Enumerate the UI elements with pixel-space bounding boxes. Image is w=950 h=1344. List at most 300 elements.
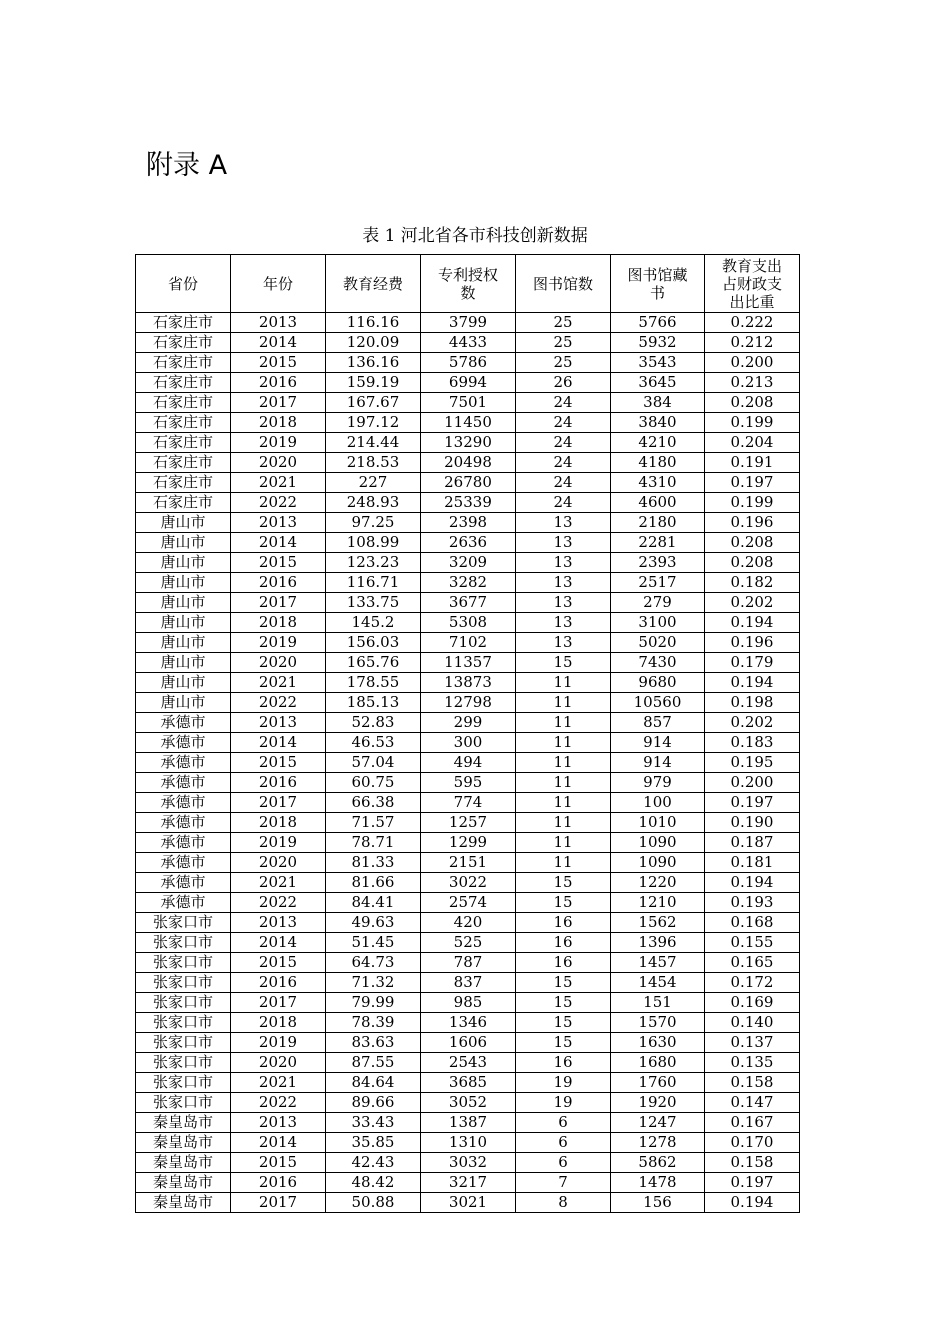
cell-education-funding: 133.75 (326, 593, 421, 613)
cell-patents: 6994 (421, 373, 516, 393)
cell-library-books: 1680 (611, 1053, 705, 1073)
table-row (136, 493, 800, 513)
table-row (136, 833, 800, 853)
cell-patents: 837 (421, 973, 516, 993)
cell-education-funding: 78.71 (326, 833, 421, 853)
cell-year: 2019 (231, 633, 326, 653)
cell-education-share: 0.195 (705, 753, 800, 773)
table-row (136, 373, 800, 393)
cell-patents: 1346 (421, 1013, 516, 1033)
cell-education-share: 0.204 (705, 433, 800, 453)
table-row (136, 773, 800, 793)
cell-education-funding: 197.12 (326, 413, 421, 433)
cell-education-funding: 84.64 (326, 1073, 421, 1093)
cell-education-funding: 51.45 (326, 933, 421, 953)
cell-year: 2022 (231, 1093, 326, 1113)
table-row (136, 453, 800, 473)
cell-province: 承德市 (136, 853, 231, 873)
table-row (136, 633, 800, 653)
cell-education-funding: 167.67 (326, 393, 421, 413)
cell-libraries: 6 (516, 1133, 611, 1153)
cell-libraries: 6 (516, 1153, 611, 1173)
cell-education-share: 0.208 (705, 393, 800, 413)
cell-education-funding: 123.23 (326, 553, 421, 573)
cell-education-share: 0.197 (705, 793, 800, 813)
cell-education-funding: 159.19 (326, 373, 421, 393)
column-header-library-books: 图书馆藏书 (611, 255, 705, 313)
cell-libraries: 11 (516, 693, 611, 713)
cell-year: 2018 (231, 413, 326, 433)
cell-library-books: 2281 (611, 533, 705, 553)
cell-province: 张家口市 (136, 953, 231, 973)
cell-patents: 1310 (421, 1133, 516, 1153)
cell-education-funding: 116.71 (326, 573, 421, 593)
cell-education-funding: 57.04 (326, 753, 421, 773)
table-row (136, 913, 800, 933)
table-row (136, 1053, 800, 1073)
cell-education-share: 0.158 (705, 1153, 800, 1173)
cell-libraries: 25 (516, 353, 611, 373)
cell-year: 2020 (231, 1053, 326, 1073)
cell-library-books: 1010 (611, 813, 705, 833)
cell-patents: 5308 (421, 613, 516, 633)
cell-patents: 3677 (421, 593, 516, 613)
cell-province: 承德市 (136, 813, 231, 833)
cell-library-books: 3100 (611, 613, 705, 633)
cell-province: 张家口市 (136, 1033, 231, 1053)
cell-province: 唐山市 (136, 533, 231, 553)
cell-libraries: 16 (516, 913, 611, 933)
table-row (136, 753, 800, 773)
table-row (136, 693, 800, 713)
cell-education-funding: 108.99 (326, 533, 421, 553)
cell-province: 承德市 (136, 773, 231, 793)
cell-education-funding: 79.99 (326, 993, 421, 1013)
cell-year: 2016 (231, 1173, 326, 1193)
cell-library-books: 2180 (611, 513, 705, 533)
table-row (136, 333, 800, 353)
cell-libraries: 19 (516, 1093, 611, 1113)
cell-education-funding: 165.76 (326, 653, 421, 673)
cell-library-books: 5862 (611, 1153, 705, 1173)
cell-libraries: 11 (516, 753, 611, 773)
cell-province: 秦皇岛市 (136, 1153, 231, 1173)
cell-year: 2022 (231, 693, 326, 713)
cell-province: 承德市 (136, 733, 231, 753)
cell-education-share: 0.169 (705, 993, 800, 1013)
table-row (136, 353, 800, 373)
table-header-row (136, 255, 800, 313)
cell-year: 2021 (231, 673, 326, 693)
cell-education-funding: 83.63 (326, 1033, 421, 1053)
table-row (136, 993, 800, 1013)
table-row (136, 1033, 800, 1053)
cell-education-share: 0.199 (705, 413, 800, 433)
cell-year: 2021 (231, 473, 326, 493)
cell-library-books: 1478 (611, 1173, 705, 1193)
table-row (136, 713, 800, 733)
cell-year: 2015 (231, 353, 326, 373)
cell-province: 秦皇岛市 (136, 1193, 231, 1213)
cell-year: 2017 (231, 1193, 326, 1213)
cell-year: 2021 (231, 873, 326, 893)
cell-library-books: 7430 (611, 653, 705, 673)
cell-education-funding: 35.85 (326, 1133, 421, 1153)
cell-patents: 3032 (421, 1153, 516, 1173)
cell-education-share: 0.182 (705, 573, 800, 593)
cell-patents: 13873 (421, 673, 516, 693)
cell-libraries: 13 (516, 513, 611, 533)
cell-libraries: 13 (516, 553, 611, 573)
cell-patents: 3282 (421, 573, 516, 593)
cell-library-books: 2517 (611, 573, 705, 593)
cell-patents: 25339 (421, 493, 516, 513)
cell-patents: 3217 (421, 1173, 516, 1193)
cell-library-books: 4210 (611, 433, 705, 453)
cell-library-books: 4180 (611, 453, 705, 473)
cell-patents: 787 (421, 953, 516, 973)
cell-education-funding: 214.44 (326, 433, 421, 453)
cell-province: 唐山市 (136, 653, 231, 673)
cell-education-share: 0.170 (705, 1133, 800, 1153)
cell-patents: 2151 (421, 853, 516, 873)
cell-libraries: 13 (516, 573, 611, 593)
cell-year: 2015 (231, 753, 326, 773)
cell-province: 承德市 (136, 713, 231, 733)
cell-education-share: 0.202 (705, 593, 800, 613)
cell-year: 2014 (231, 1133, 326, 1153)
cell-library-books: 384 (611, 393, 705, 413)
cell-library-books: 5020 (611, 633, 705, 653)
cell-library-books: 4600 (611, 493, 705, 513)
cell-education-share: 0.135 (705, 1053, 800, 1073)
cell-year: 2016 (231, 973, 326, 993)
cell-education-funding: 64.73 (326, 953, 421, 973)
cell-province: 张家口市 (136, 1093, 231, 1113)
data-table (135, 254, 800, 1213)
cell-year: 2016 (231, 373, 326, 393)
column-header-province: 省份 (136, 255, 231, 313)
table-row (136, 953, 800, 973)
cell-libraries: 15 (516, 1013, 611, 1033)
cell-patents: 3799 (421, 313, 516, 333)
cell-library-books: 1570 (611, 1013, 705, 1033)
cell-education-funding: 60.75 (326, 773, 421, 793)
table-row (136, 1093, 800, 1113)
cell-libraries: 11 (516, 773, 611, 793)
cell-libraries: 13 (516, 593, 611, 613)
cell-libraries: 13 (516, 613, 611, 633)
cell-library-books: 156 (611, 1193, 705, 1213)
cell-patents: 2543 (421, 1053, 516, 1073)
cell-province: 石家庄市 (136, 413, 231, 433)
cell-education-funding: 156.03 (326, 633, 421, 653)
cell-province: 石家庄市 (136, 393, 231, 413)
table-row (136, 1133, 800, 1153)
cell-education-funding: 71.57 (326, 813, 421, 833)
table-row (136, 793, 800, 813)
cell-patents: 1606 (421, 1033, 516, 1053)
cell-education-share: 0.208 (705, 553, 800, 573)
cell-education-share: 0.194 (705, 613, 800, 633)
cell-library-books: 2393 (611, 553, 705, 573)
cell-patents: 26780 (421, 473, 516, 493)
cell-library-books: 1562 (611, 913, 705, 933)
cell-library-books: 3645 (611, 373, 705, 393)
cell-education-funding: 87.55 (326, 1053, 421, 1073)
table-row (136, 1073, 800, 1093)
table-row (136, 433, 800, 453)
cell-province: 承德市 (136, 893, 231, 913)
cell-education-share: 0.183 (705, 733, 800, 753)
cell-province: 张家口市 (136, 933, 231, 953)
cell-education-share: 0.194 (705, 873, 800, 893)
cell-library-books: 1457 (611, 953, 705, 973)
cell-education-funding: 185.13 (326, 693, 421, 713)
cell-education-share: 0.198 (705, 693, 800, 713)
cell-patents: 11357 (421, 653, 516, 673)
cell-year: 2017 (231, 393, 326, 413)
appendix-heading: 附录 A (146, 150, 228, 181)
table-row (136, 653, 800, 673)
cell-province: 石家庄市 (136, 353, 231, 373)
cell-education-share: 0.213 (705, 373, 800, 393)
cell-libraries: 24 (516, 413, 611, 433)
table-row (136, 893, 800, 913)
cell-education-funding: 248.93 (326, 493, 421, 513)
cell-library-books: 1396 (611, 933, 705, 953)
cell-library-books: 914 (611, 733, 705, 753)
cell-library-books: 9680 (611, 673, 705, 693)
cell-libraries: 11 (516, 853, 611, 873)
cell-education-funding: 33.43 (326, 1113, 421, 1133)
cell-patents: 3685 (421, 1073, 516, 1093)
cell-libraries: 8 (516, 1193, 611, 1213)
cell-libraries: 7 (516, 1173, 611, 1193)
table-row (136, 513, 800, 533)
cell-libraries: 11 (516, 673, 611, 693)
cell-patents: 12798 (421, 693, 516, 713)
cell-province: 石家庄市 (136, 313, 231, 333)
cell-year: 2020 (231, 853, 326, 873)
cell-education-share: 0.187 (705, 833, 800, 853)
cell-library-books: 1090 (611, 853, 705, 873)
cell-libraries: 6 (516, 1113, 611, 1133)
table-row (136, 733, 800, 753)
cell-libraries: 11 (516, 793, 611, 813)
cell-province: 唐山市 (136, 613, 231, 633)
cell-patents: 20498 (421, 453, 516, 473)
cell-library-books: 979 (611, 773, 705, 793)
cell-libraries: 15 (516, 973, 611, 993)
table-row (136, 1173, 800, 1193)
cell-education-funding: 71.32 (326, 973, 421, 993)
cell-province: 张家口市 (136, 1073, 231, 1093)
cell-libraries: 15 (516, 1033, 611, 1053)
cell-year: 2022 (231, 893, 326, 913)
cell-education-funding: 81.33 (326, 853, 421, 873)
cell-year: 2013 (231, 713, 326, 733)
cell-library-books: 1247 (611, 1113, 705, 1133)
cell-patents: 4433 (421, 333, 516, 353)
cell-year: 2016 (231, 773, 326, 793)
cell-year: 2016 (231, 573, 326, 593)
table-row (136, 973, 800, 993)
cell-library-books: 10560 (611, 693, 705, 713)
cell-year: 2017 (231, 593, 326, 613)
cell-year: 2015 (231, 1153, 326, 1173)
cell-education-share: 0.197 (705, 1173, 800, 1193)
cell-libraries: 24 (516, 453, 611, 473)
cell-year: 2018 (231, 813, 326, 833)
cell-education-funding: 66.38 (326, 793, 421, 813)
cell-patents: 3052 (421, 1093, 516, 1113)
cell-libraries: 25 (516, 333, 611, 353)
cell-library-books: 1220 (611, 873, 705, 893)
cell-libraries: 26 (516, 373, 611, 393)
cell-year: 2017 (231, 993, 326, 1013)
cell-year: 2018 (231, 613, 326, 633)
cell-library-books: 1278 (611, 1133, 705, 1153)
cell-education-share: 0.200 (705, 353, 800, 373)
cell-education-funding: 178.55 (326, 673, 421, 693)
table-row (136, 553, 800, 573)
cell-year: 2014 (231, 533, 326, 553)
cell-patents: 11450 (421, 413, 516, 433)
cell-library-books: 1090 (611, 833, 705, 853)
cell-patents: 3209 (421, 553, 516, 573)
table-body (136, 313, 800, 1213)
cell-education-share: 0.190 (705, 813, 800, 833)
cell-education-share: 0.196 (705, 633, 800, 653)
cell-education-share: 0.155 (705, 933, 800, 953)
cell-year: 2019 (231, 1033, 326, 1053)
cell-province: 张家口市 (136, 993, 231, 1013)
cell-province: 唐山市 (136, 633, 231, 653)
cell-education-share: 0.200 (705, 773, 800, 793)
cell-libraries: 19 (516, 1073, 611, 1093)
cell-province: 秦皇岛市 (136, 1133, 231, 1153)
cell-province: 张家口市 (136, 1013, 231, 1033)
cell-libraries: 13 (516, 533, 611, 553)
cell-patents: 7501 (421, 393, 516, 413)
cell-province: 张家口市 (136, 973, 231, 993)
cell-education-share: 0.212 (705, 333, 800, 353)
table-caption: 表 1 河北省各市科技创新数据 (362, 226, 588, 246)
cell-year: 2020 (231, 653, 326, 673)
column-header-education-share: 教育支出占财政支出比重 (705, 255, 800, 313)
cell-libraries: 13 (516, 633, 611, 653)
cell-education-funding: 50.88 (326, 1193, 421, 1213)
cell-patents: 2398 (421, 513, 516, 533)
cell-education-funding: 48.42 (326, 1173, 421, 1193)
cell-province: 唐山市 (136, 693, 231, 713)
cell-province: 石家庄市 (136, 433, 231, 453)
cell-education-funding: 84.41 (326, 893, 421, 913)
cell-education-funding: 227 (326, 473, 421, 493)
cell-patents: 985 (421, 993, 516, 1013)
table-row (136, 873, 800, 893)
cell-province: 张家口市 (136, 913, 231, 933)
cell-year: 2018 (231, 1013, 326, 1033)
cell-education-share: 0.167 (705, 1113, 800, 1133)
cell-education-funding: 145.2 (326, 613, 421, 633)
cell-library-books: 1630 (611, 1033, 705, 1053)
cell-province: 张家口市 (136, 1053, 231, 1073)
cell-education-share: 0.222 (705, 313, 800, 333)
cell-library-books: 914 (611, 753, 705, 773)
cell-libraries: 16 (516, 933, 611, 953)
cell-year: 2014 (231, 733, 326, 753)
cell-year: 2014 (231, 333, 326, 353)
table-row (136, 853, 800, 873)
cell-education-share: 0.181 (705, 853, 800, 873)
cell-year: 2021 (231, 1073, 326, 1093)
cell-province: 石家庄市 (136, 493, 231, 513)
cell-patents: 13290 (421, 433, 516, 453)
cell-province: 唐山市 (136, 593, 231, 613)
cell-education-share: 0.168 (705, 913, 800, 933)
table-row (136, 1193, 800, 1213)
cell-library-books: 857 (611, 713, 705, 733)
cell-year: 2013 (231, 913, 326, 933)
column-header-education-funding: 教育经费 (326, 255, 421, 313)
cell-libraries: 11 (516, 733, 611, 753)
cell-education-funding: 46.53 (326, 733, 421, 753)
cell-education-funding: 52.83 (326, 713, 421, 733)
cell-year: 2013 (231, 513, 326, 533)
cell-library-books: 3543 (611, 353, 705, 373)
cell-libraries: 24 (516, 493, 611, 513)
cell-province: 承德市 (136, 873, 231, 893)
cell-education-share: 0.208 (705, 533, 800, 553)
cell-patents: 2574 (421, 893, 516, 913)
cell-libraries: 15 (516, 893, 611, 913)
cell-libraries: 11 (516, 813, 611, 833)
cell-patents: 2636 (421, 533, 516, 553)
cell-education-share: 0.179 (705, 653, 800, 673)
cell-library-books: 1760 (611, 1073, 705, 1093)
cell-library-books: 5766 (611, 313, 705, 333)
cell-library-books: 279 (611, 593, 705, 613)
cell-province: 石家庄市 (136, 473, 231, 493)
cell-libraries: 25 (516, 313, 611, 333)
column-header-libraries: 图书馆数 (516, 255, 611, 313)
cell-province: 秦皇岛市 (136, 1173, 231, 1193)
cell-year: 2014 (231, 933, 326, 953)
table-row (136, 613, 800, 633)
cell-libraries: 11 (516, 833, 611, 853)
cell-education-share: 0.158 (705, 1073, 800, 1093)
cell-libraries: 24 (516, 433, 611, 453)
table-row (136, 1153, 800, 1173)
cell-library-books: 151 (611, 993, 705, 1013)
cell-patents: 525 (421, 933, 516, 953)
cell-year: 2015 (231, 553, 326, 573)
cell-education-share: 0.172 (705, 973, 800, 993)
cell-patents: 595 (421, 773, 516, 793)
cell-year: 2022 (231, 493, 326, 513)
table-row (136, 413, 800, 433)
cell-library-books: 5932 (611, 333, 705, 353)
cell-province: 承德市 (136, 793, 231, 813)
cell-patents: 1387 (421, 1113, 516, 1133)
cell-education-share: 0.140 (705, 1013, 800, 1033)
cell-education-funding: 78.39 (326, 1013, 421, 1033)
cell-education-share: 0.191 (705, 453, 800, 473)
cell-year: 2019 (231, 433, 326, 453)
cell-education-funding: 49.63 (326, 913, 421, 933)
